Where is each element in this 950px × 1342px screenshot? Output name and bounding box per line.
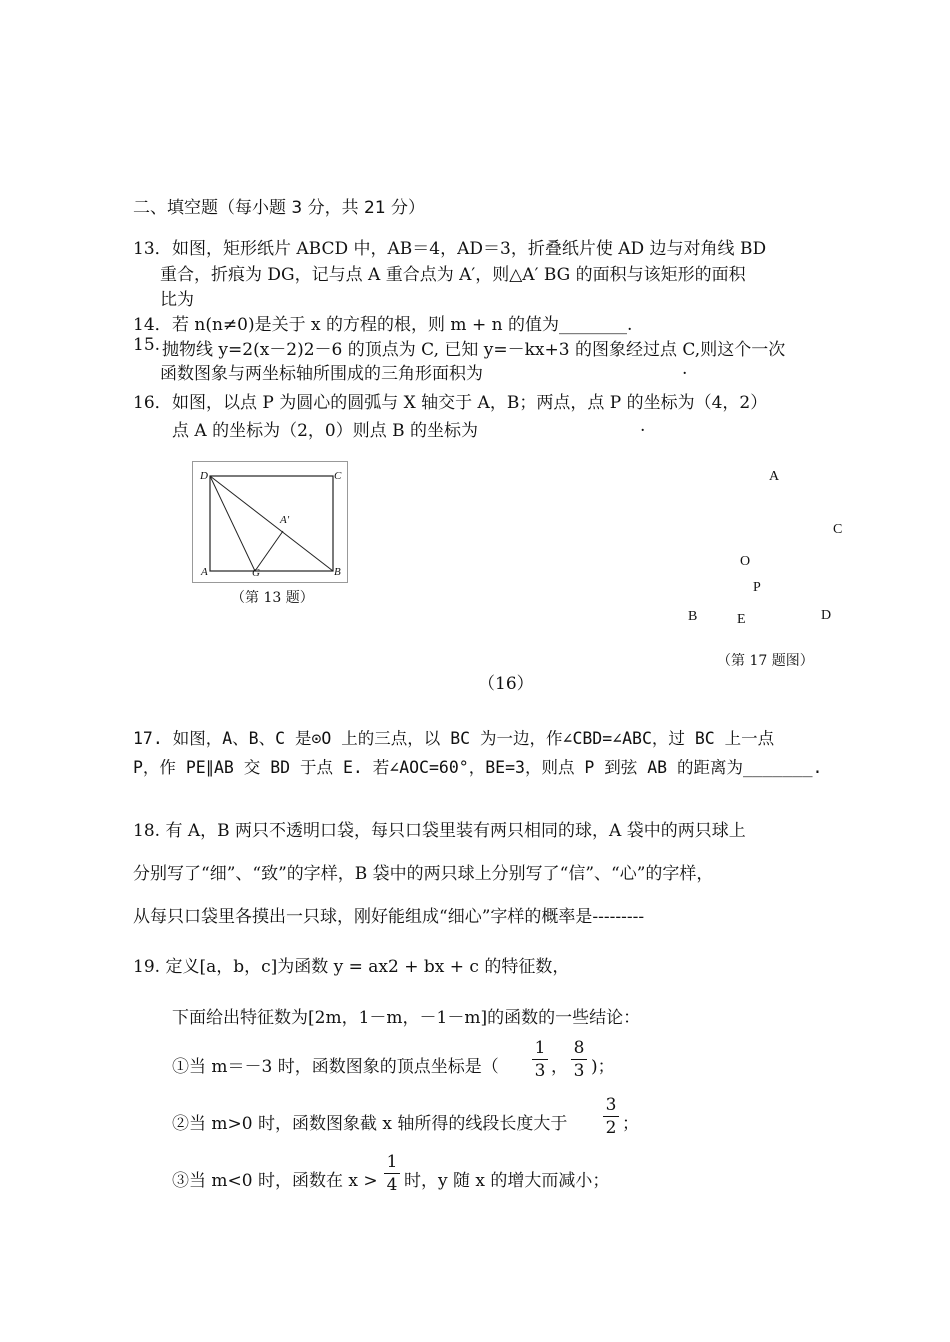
q16-line2: 点 A 的坐标为（2，0）则点 B 的坐标为 [172, 421, 479, 441]
fig17-label-p: P [753, 580, 761, 595]
fraction-eight-thirds [571, 1038, 587, 1081]
q19-line2: 下面给出特征数为[2m，1－m，－1－m]的函数的一些结论： [172, 1008, 641, 1028]
figure-13 [192, 461, 348, 583]
q16-number: 16． [133, 393, 172, 413]
q17-line1: 17. 如图，A、B、C 是⊙O 上的三点，以 BC 为一边，作∠CBD=∠ABC，过 BC 上一点 [133, 729, 775, 748]
numerator: 1 [386, 1152, 398, 1172]
numerator: 1 [534, 1038, 546, 1058]
q19-conclusion2-post: ； [622, 1114, 639, 1134]
label-d: D [200, 470, 208, 482]
q13-line1: 如图，矩形纸片 ABCD 中，AB＝4，AD＝3，折叠纸片使 AD 边与对角线 BD [172, 239, 767, 259]
fig17-label-o: O [740, 554, 751, 569]
q19-conclusion1-comma: ， [551, 1057, 568, 1077]
q18-line2: 分别写了“细”、“致”的字样，B 袋中的两只球上分别写了“信”、“心”的字样， [133, 864, 714, 884]
q18-line1: 18. 有 A，B 两只不透明口袋，每只口袋里装有两只相同的球，A 袋中的两只球上 [133, 821, 746, 841]
fig17-label-e: E [737, 612, 746, 627]
q17-line2: P，作 PE∥AB 交 BD 于点 E. 若∠AOC=60°，BE=3，则点 P 到弦 AB 的距离为_______. [133, 758, 823, 777]
q18-line3: 从每只口袋里各摸出一只球，刚好能组成“细心”字样的概率是--------- [133, 907, 645, 927]
q19-conclusion3-post: 时，y 随 x 的增大而减小； [404, 1171, 610, 1191]
q14-text: 若 n(n≠0)是关于 x 的方程的根，则 m + n 的值为________. [172, 315, 633, 335]
q13-number: 13． [133, 239, 172, 259]
label-g: G [252, 567, 260, 579]
figure-13-diagram [192, 461, 348, 583]
label-b: B [334, 566, 341, 578]
figure-13-caption: （第 13 题） [231, 590, 314, 606]
fraction-three-halves [603, 1095, 619, 1138]
denominator: 4 [386, 1175, 398, 1195]
denominator: 3 [534, 1061, 546, 1081]
denominator: 2 [605, 1118, 617, 1138]
label-a-prime: A′ [280, 514, 290, 526]
label-c: C [334, 470, 342, 482]
q15-number: 15. [133, 335, 161, 355]
label-a: A [201, 566, 208, 578]
q15-line2-end: . [682, 359, 688, 379]
q15-line2: 函数图象与两坐标轴所围成的三角形面积为 [160, 364, 483, 384]
q19-conclusion3-pre: ③当 m<0 时，函数在 x > [172, 1171, 378, 1191]
q19-line1: 19. 定义[a，b，c]为函数 y = ax2 + bx + c 的特征数， [133, 957, 570, 977]
figure-16-caption: （16） [478, 674, 534, 694]
numerator: 3 [605, 1095, 617, 1115]
fig17-label-d: D [821, 608, 832, 623]
denominator: 3 [573, 1061, 585, 1081]
q13-line3: 比为 [160, 290, 194, 310]
fraction-one-third [532, 1038, 548, 1081]
q13-line2: 重合，折痕为 DG，记与点 A 重合点为 A′，则△A′ BG 的面积与该矩形的面积 [160, 265, 746, 285]
q14-number: 14． [133, 315, 172, 335]
fig17-label-a: A [769, 469, 780, 484]
figure-17-caption: （第 17 题图） [717, 653, 814, 669]
q15-line1: 抛物线 y=2(x－2)2－6 的顶点为 C, 已知 y=－kx+3 的图象经过点 C,则这个一次 [162, 340, 786, 360]
q16-line1: 如图，以点 P 为圆心的圆弧与 X 轴交于 A，B；两点，点 P 的坐标为（4，2） [172, 393, 768, 413]
fraction-one-quarter [384, 1152, 400, 1195]
fig17-label-b: B [688, 609, 698, 624]
q19-conclusion2-pre: ②当 m>0 时，函数图象截 x 轴所得的线段长度大于 [172, 1114, 568, 1134]
q16-line2-end: . [640, 416, 646, 436]
q19-conclusion1-pre: ①当 m＝－3 时，函数图象的顶点坐标是（ [172, 1057, 499, 1077]
q19-conclusion1-post: )； [591, 1057, 615, 1077]
numerator: 8 [573, 1038, 585, 1058]
section-heading: 二、填空题（每小题 3 分，共 21 分） [133, 198, 426, 218]
fig17-label-c: C [833, 522, 843, 537]
